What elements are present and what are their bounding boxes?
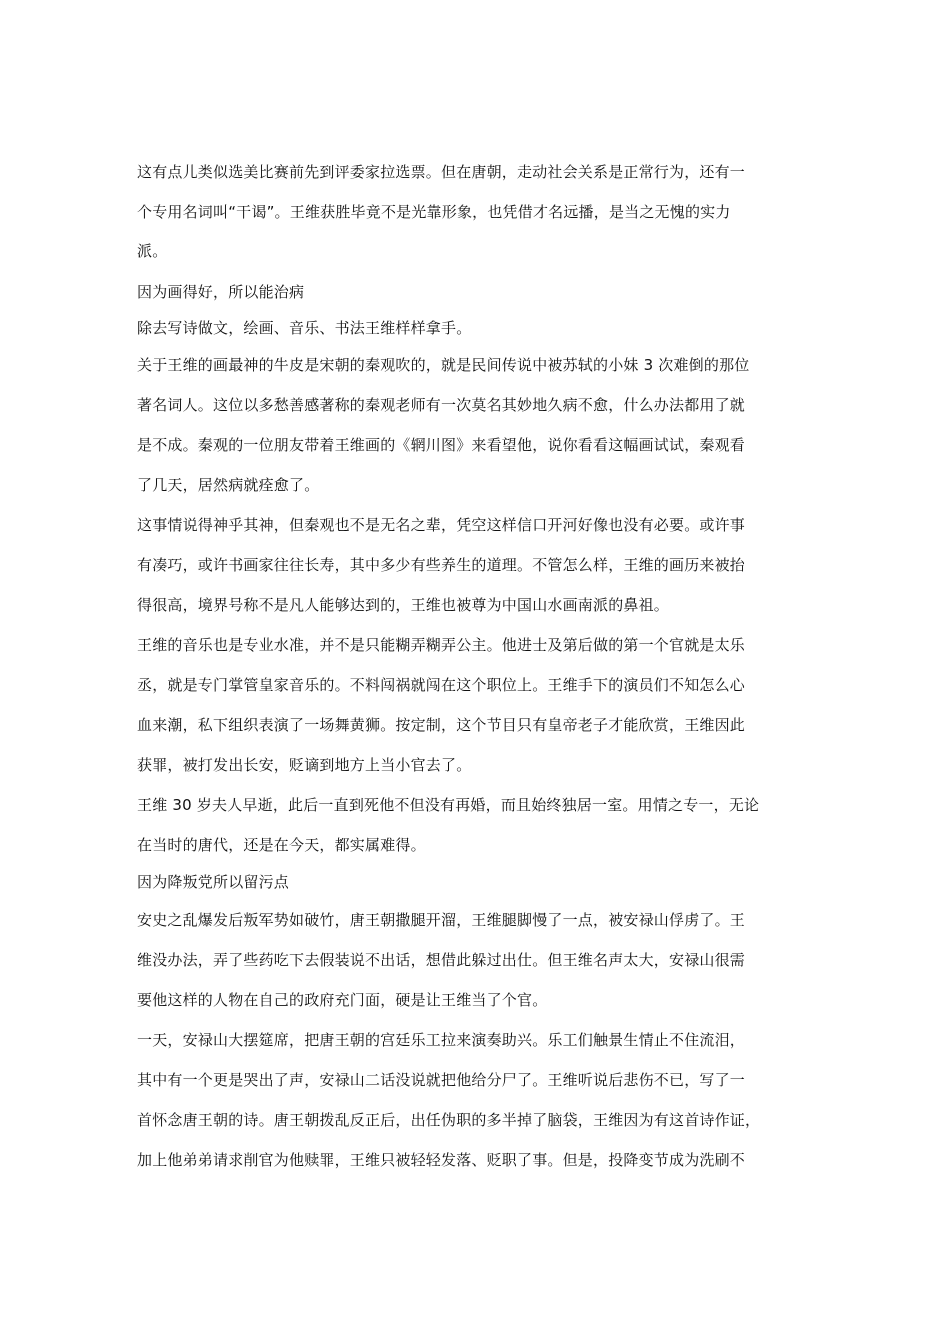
text-line: 关于王维的画最神的牛皮是宋朝的秦观吹的，就是民间传说中被苏轼的小妹 3 次难倒的那位: [137, 356, 750, 374]
text-line: 著名词人。这位以多愁善感著称的秦观老师有一次莫名其妙地久病不愈，什么办法都用了就: [137, 396, 746, 414]
text-line: 王维 30 岁夫人早逝，此后一直到死他不但没有再婚，而且始终独居一室。用情之专一，无论: [137, 796, 760, 814]
text-line: 加上他弟弟请求削官为他赎罪，王维只被轻轻发落、贬职了事。但是，投降变节成为洗刷不: [137, 1151, 746, 1169]
text-line: 在当时的唐代，还是在今天，都实属难得。: [137, 836, 426, 854]
text-line: 其中有一个更是哭出了声，安禄山二话没说就把他给分尸了。王维听说后悲伤不已，写了一: [137, 1071, 746, 1089]
text-line: 除去写诗做文，绘画、音乐、书法王维样样拿手。: [137, 319, 472, 337]
text-line: 这有点儿类似选美比赛前先到评委家拉选票。但在唐朝，走动社会关系是正常行为，还有一: [137, 163, 746, 181]
text-line: 丞，就是专门掌管皇家音乐的。不料闯祸就闯在这个职位上。王维手下的演员们不知怎么心: [137, 676, 746, 694]
text-line: 一天，安禄山大摆筵席，把唐王朝的宫廷乐工拉来演奏助兴。乐工们触景生情止不住流泪，: [137, 1031, 746, 1049]
text-line: 得很高，境界号称不是凡人能够达到的，王维也被尊为中国山水画南派的鼻祖。: [137, 596, 670, 614]
text-line: 维没办法，弄了些药吃下去假装说不出话，想借此躲过出仕。但王维名声太大，安禄山很需: [137, 951, 746, 969]
text-line: 了几天，居然病就痊愈了。: [137, 476, 320, 494]
section-heading: 因为画得好，所以能治病: [137, 283, 305, 301]
text-line: 派。: [137, 242, 168, 260]
text-line: 安史之乱爆发后叛军势如破竹，唐王朝撒腿开溜，王维腿脚慢了一点，被安禄山俘虏了。王: [137, 911, 746, 929]
section-heading: 因为降叛党所以留污点: [137, 873, 290, 891]
text-line: 获罪，被打发出长安，贬谪到地方上当小官去了。: [137, 756, 472, 774]
text-line: 血来潮，私下组织表演了一场舞黄狮。按定制，这个节目只有皇帝老子才能欣赏，王维因此: [137, 716, 746, 734]
text-line: 是不成。秦观的一位朋友带着王维画的《辋川图》来看望他，说你看看这幅画试试，秦观看: [137, 436, 746, 454]
text-line: 王维的音乐也是专业水准，并不是只能糊弄糊弄公主。他进士及第后做的第一个官就是太乐: [137, 636, 746, 654]
text-line: 首怀念唐王朝的诗。唐王朝拨乱反正后，出任伪职的多半掉了脑袋，王维因为有这首诗作证，: [137, 1111, 761, 1129]
text-line: 个专用名词叫“干谒”。王维获胜毕竟不是光靠形象，也凭借才名远播，是当之无愧的实力: [137, 203, 731, 221]
text-line: 有凑巧，或许书画家往往长寿，其中多少有些养生的道理。不管怎么样，王维的画历来被抬: [137, 556, 746, 574]
text-line: 这事情说得神乎其神，但秦观也不是无名之辈，凭空这样信口开河好像也没有必要。或许事: [137, 516, 746, 534]
text-line: 要他这样的人物在自己的政府充门面，硬是让王维当了个官。: [137, 991, 548, 1009]
